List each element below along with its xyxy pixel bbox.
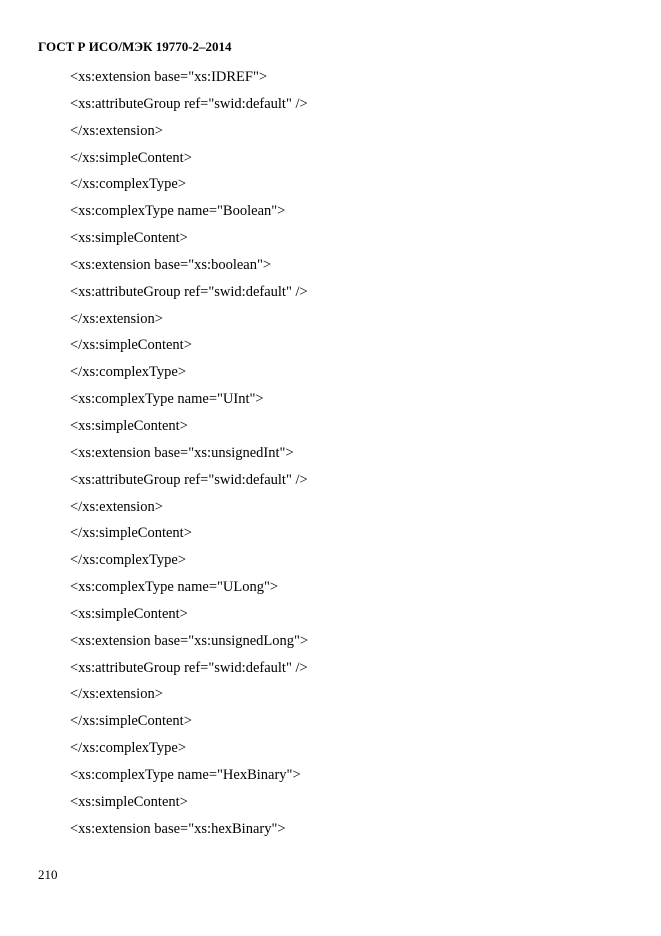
code-line: <xs:simpleContent>: [70, 230, 188, 247]
code-line: <xs:complexType name="HexBinary">: [70, 766, 301, 783]
code-line: </xs:complexType>: [70, 552, 187, 569]
code-line: <xs:attributeGroup ref="swid:default" />: [70, 95, 308, 112]
code-line: <xs:extension base="xs:unsignedInt">: [70, 444, 294, 461]
code-line: <xs:complexType name="UInt">: [70, 391, 264, 408]
code-line: </xs:extension>: [70, 122, 163, 139]
code-line: </xs:extension>: [70, 686, 163, 703]
page-number: 210: [38, 867, 58, 882]
code-line: <xs:complexType name="Boolean">: [70, 203, 286, 220]
code-line: <xs:simpleContent>: [70, 417, 188, 434]
code-line: </xs:complexType>: [70, 176, 187, 193]
code-line: </xs:complexType>: [70, 740, 187, 757]
code-line: </xs:extension>: [70, 498, 163, 515]
code-line: <xs:simpleContent>: [70, 605, 188, 622]
code-line: <xs:attributeGroup ref="swid:default" />: [70, 283, 308, 300]
code-line: </xs:simpleContent>: [70, 713, 192, 730]
code-line: <xs:complexType name="ULong">: [70, 579, 279, 596]
code-line: <xs:extension base="xs:unsignedLong">: [70, 632, 309, 649]
code-line: <xs:simpleContent>: [70, 793, 188, 810]
code-line: <xs:extension base="xs:IDREF">: [70, 69, 268, 85]
code-line: <xs:attributeGroup ref="swid:default" />: [70, 471, 308, 488]
code-line: </xs:simpleContent>: [70, 525, 192, 542]
code-line: </xs:simpleContent>: [70, 149, 192, 166]
code-line: </xs:complexType>: [70, 364, 187, 381]
standard-header: ГОСТ Р ИСО/МЭК 19770-2–2014: [38, 39, 232, 54]
code-line: <xs:attributeGroup ref="swid:default" />: [70, 659, 308, 676]
code-line: </xs:simpleContent>: [70, 337, 192, 354]
code-line: <xs:extension base="xs:boolean">: [70, 256, 272, 273]
code-line: </xs:extension>: [70, 310, 163, 327]
code-line: <xs:extension base="xs:hexBinary">: [70, 820, 286, 837]
xml-code-listing: [70, 67, 308, 845]
